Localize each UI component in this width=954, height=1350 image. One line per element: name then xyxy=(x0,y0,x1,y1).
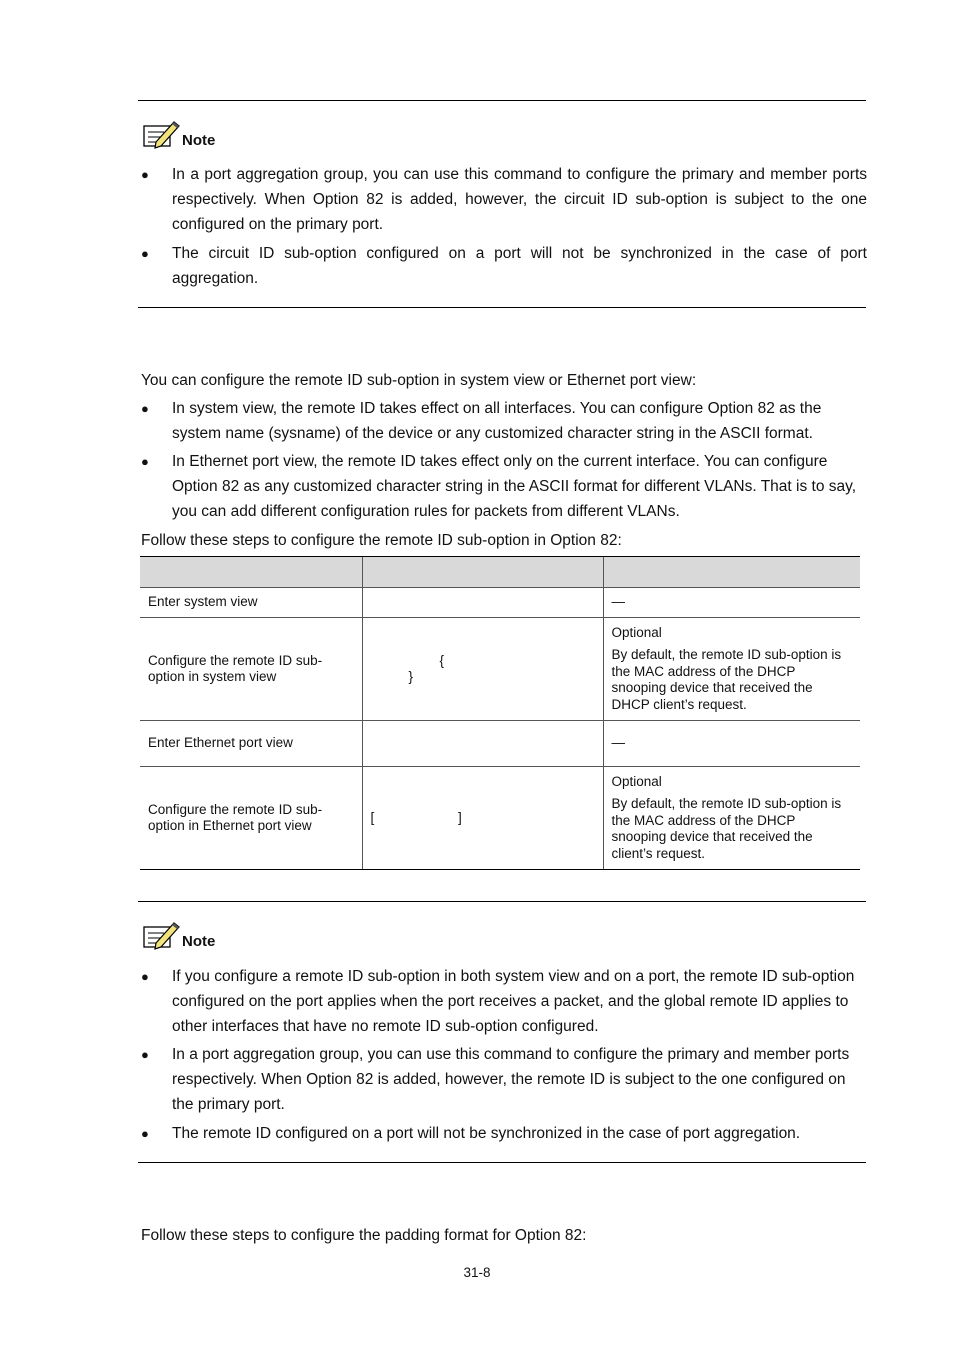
bullet-icon: ● xyxy=(141,454,149,469)
note-label: Note xyxy=(182,933,216,950)
table-intro: Follow these steps to configure the remote ID sub-option in Option 82: xyxy=(141,532,622,549)
table-header-cell xyxy=(603,557,860,588)
command-cell xyxy=(362,618,603,721)
operation-cell: Configure the remote ID sub-option in system view xyxy=(140,618,362,721)
table-header-cell xyxy=(140,557,362,588)
table-row xyxy=(140,767,860,870)
operation-cell: Enter Ethernet port view xyxy=(140,721,362,767)
note-top-rule xyxy=(138,100,866,101)
list-item xyxy=(141,1121,867,1146)
list-item-text: In system view, the remote ID takes effect on all interfaces. You can configure Option 82 as the system name (sysname) of the device or any customized character string in the ASCII format. xyxy=(172,400,822,442)
command-cell xyxy=(362,721,603,767)
remarks-default: By default, the remote ID sub-option is the MAC address of the DHCP snooping device that received the DHCP client’s request. xyxy=(611,647,842,712)
bullet-icon: ● xyxy=(141,246,149,261)
list-item-text: The circuit ID sub-option configured on a port will not be synchronized in the case of port aggregation. xyxy=(172,245,867,287)
table-row xyxy=(140,588,860,618)
remarks-cell: — xyxy=(603,588,860,618)
list-item xyxy=(141,396,867,446)
operation-cell: Enter system view xyxy=(140,588,362,618)
remarks-cell: — xyxy=(603,721,860,767)
remarks-optional: Optional xyxy=(611,773,662,789)
bullet-icon: ● xyxy=(141,1126,149,1141)
note-top-rule xyxy=(138,901,866,902)
command-brace-open: { xyxy=(439,652,445,668)
remote-id-intro: You can configure the remote ID sub-option in system view or Ethernet port view: xyxy=(141,372,697,389)
remote-id-steps-table xyxy=(140,556,860,870)
list-item xyxy=(141,241,867,291)
bullet-icon: ● xyxy=(141,1047,149,1062)
command-bracket-close: ] xyxy=(458,809,462,825)
table-header-cell xyxy=(362,557,603,588)
page-number: 31-8 xyxy=(463,1265,491,1280)
note-label: Note xyxy=(182,132,216,149)
note-pad-icon xyxy=(142,120,180,150)
remarks-optional: Optional xyxy=(611,624,662,640)
list-item-text: The remote ID configured on a port will not be synchronized in the case of port aggregation. xyxy=(172,1125,801,1142)
remarks-default: By default, the remote ID sub-option is the MAC address of the DHCP snooping device that received the client’s request. xyxy=(611,796,842,861)
command-cell xyxy=(362,767,603,870)
list-item-text: In Ethernet port view, the remote ID takes effect only on the current interface. You can configure Option 82 as any customized character string in the ASCII format for different VLANs. That is to say, you can add different configuration rules for packets from different VLANs. xyxy=(172,453,857,520)
list-item xyxy=(141,162,867,237)
list-item-text: In a port aggregation group, you can use this command to configure the primary and member ports respectively. When Option 82 is added, however, the remote ID is subject to the one configured on the primary port. xyxy=(172,1046,850,1113)
list-item xyxy=(141,449,867,524)
command-cell xyxy=(362,588,603,618)
note-pad-icon xyxy=(142,921,180,951)
list-item-text: If you configure a remote ID sub-option in both system view and on a port, the remote ID sub-option configured on the port applies when the port receives a packet, and the global remote ID applies to other interfaces that have no remote ID sub-option configured. xyxy=(172,968,855,1035)
bullet-icon: ● xyxy=(141,167,149,182)
list-item-text: In a port aggregation group, you can use this command to configure the primary and member ports respectively. When Option 82 is added, however, the circuit ID sub-option is subject to the one configured on the primary port. xyxy=(172,166,867,233)
padding-format-intro: Follow these steps to configure the padding format for Option 82: xyxy=(141,1227,587,1244)
command-brace-close: } xyxy=(408,669,414,684)
operation-cell: Configure the remote ID sub-option in Ethernet port view xyxy=(140,767,362,870)
bullet-icon: ● xyxy=(141,969,149,984)
note-bottom-rule xyxy=(138,1162,866,1163)
note-bottom-rule xyxy=(138,307,866,308)
remarks-cell xyxy=(603,767,860,870)
bullet-icon: ● xyxy=(141,401,149,416)
table-row xyxy=(140,721,860,767)
remarks-cell xyxy=(603,618,860,721)
table-header-row xyxy=(140,557,860,588)
list-item xyxy=(141,1042,867,1117)
command-bracket-open: [ xyxy=(370,809,375,825)
table-row xyxy=(140,618,860,721)
list-item xyxy=(141,964,867,1039)
